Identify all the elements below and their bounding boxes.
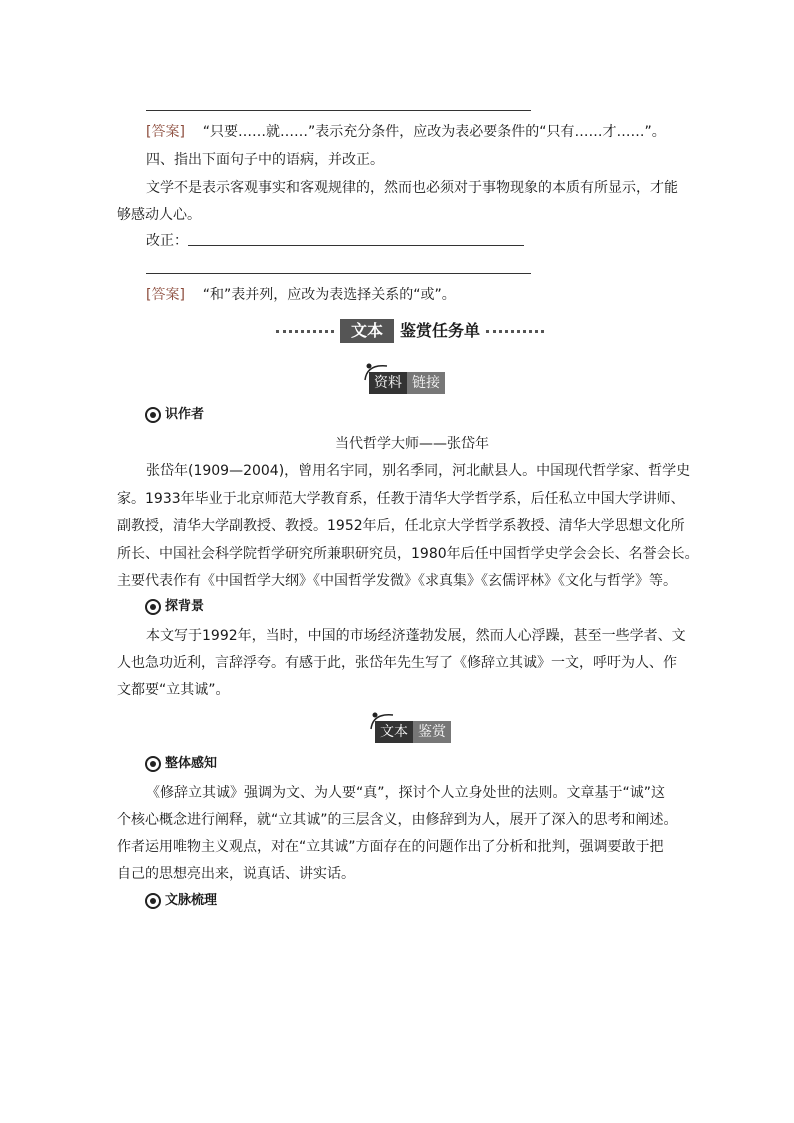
banner-dots-left — [276, 330, 334, 333]
overall-line-2: 个核心概念进行阐释，就“立其诚”的三层含义，由修辞到为人，展开了深入的思考和阐述。 — [117, 812, 678, 828]
answer-row-2 — [146, 282, 456, 309]
section-bullet-icon — [145, 756, 161, 772]
banner-tag: 文本 — [340, 319, 394, 343]
background-line-2: 人也急功近利，言辞浮夸。有感于此，张岱年先生写了《修辞立其诚》一文，呼吁为人、作 — [117, 655, 677, 671]
answer-tag: [答案] — [146, 287, 185, 303]
author-line-4: 所长、中国社会科学院哲学研究所兼职研究员，1980年后任中国哲学史学会会长、名誉会长。 — [117, 546, 699, 562]
section-pill-resource — [369, 372, 445, 394]
fix-input-line — [188, 245, 524, 246]
overall-line-3: 作者运用唯物主义观点，对在“立其诚”方面存在的问题作出了分析和批判，强调要敢于把 — [117, 839, 664, 855]
fix-label: 改正： — [146, 233, 188, 249]
section-banner — [0, 318, 794, 344]
section-bullet-icon — [145, 599, 161, 615]
banner-title: 鉴赏任务单 — [400, 321, 481, 340]
heading-text: 整体感知 — [165, 756, 218, 771]
question-4-sentence-line1: 文学不是表示客观事实和客观规律的，然而也必须对于事物现象的本质有所显示，才能 — [146, 180, 678, 196]
swoosh-icon — [361, 360, 391, 382]
question-4-title: 四、指出下面句子中的语病，并改正。 — [146, 152, 384, 168]
heading-background — [145, 598, 204, 616]
answer-text: “只要……就……”表示充分条件，应改为表必要条件的“只有……才……”。 — [202, 124, 666, 140]
heading-text: 识作者 — [165, 407, 205, 422]
answer-row-1 — [146, 119, 666, 146]
heading-overall — [145, 755, 217, 773]
pill-part-2: 链接 — [407, 372, 445, 394]
heading-know-author — [145, 406, 204, 424]
pill-part-2: 鉴赏 — [413, 721, 451, 743]
pill-part-1: 文本 — [375, 721, 413, 743]
banner-dots-right — [486, 330, 544, 333]
question-4-sentence-line2: 够感动人心。 — [117, 207, 201, 223]
author-line-1: 张岱年(1909—2004)，曾用名宇同，别名季同，河北献县人。中国现代哲学家、哲学史 — [146, 463, 691, 479]
answer-blank-line — [146, 110, 531, 111]
heading-text: 文脉梳理 — [165, 893, 218, 908]
answer-text: “和”表并列，应改为表选择关系的“或”。 — [202, 287, 456, 303]
background-line-1: 本文写于1992年，当时，中国的市场经济蓬勃发展，然而人心浮躁，甚至一些学者、文 — [146, 628, 686, 644]
overall-line-4: 自己的思想亮出来，说真话、讲实话。 — [117, 866, 355, 882]
heading-structure — [145, 892, 217, 910]
section-pill-appreciation — [375, 721, 451, 743]
author-line-2: 家。1933年毕业于北京师范大学教育系，任教于清华大学哲学系，后任私立中国大学讲师、 — [117, 491, 685, 507]
background-line-3: 文都要“立其诚”。 — [117, 682, 230, 698]
section-bullet-icon — [145, 893, 161, 909]
author-title: 当代哲学大师——张岱年 — [335, 436, 489, 452]
heading-text: 探背景 — [165, 599, 205, 614]
answer-tag: [答案] — [146, 124, 185, 140]
author-line-5: 主要代表作有《中国哲学大纲》《中国哲学发微》《求真集》《玄儒评林》《文化与哲学》等。 — [117, 573, 677, 589]
author-line-3: 副教授，清华大学副教授、教授。1952年后，任北京大学哲学系教授、清华大学思想文化所 — [117, 518, 685, 534]
fix-input-line-2 — [146, 273, 531, 274]
pill-part-1: 资料 — [369, 372, 407, 394]
section-bullet-icon — [145, 407, 161, 423]
overall-line-1: 《修辞立其诚》强调为文、为人要“真”，探讨个人立身处世的法则。文章基于“诚”这 — [146, 785, 666, 801]
swoosh-icon — [367, 709, 397, 731]
